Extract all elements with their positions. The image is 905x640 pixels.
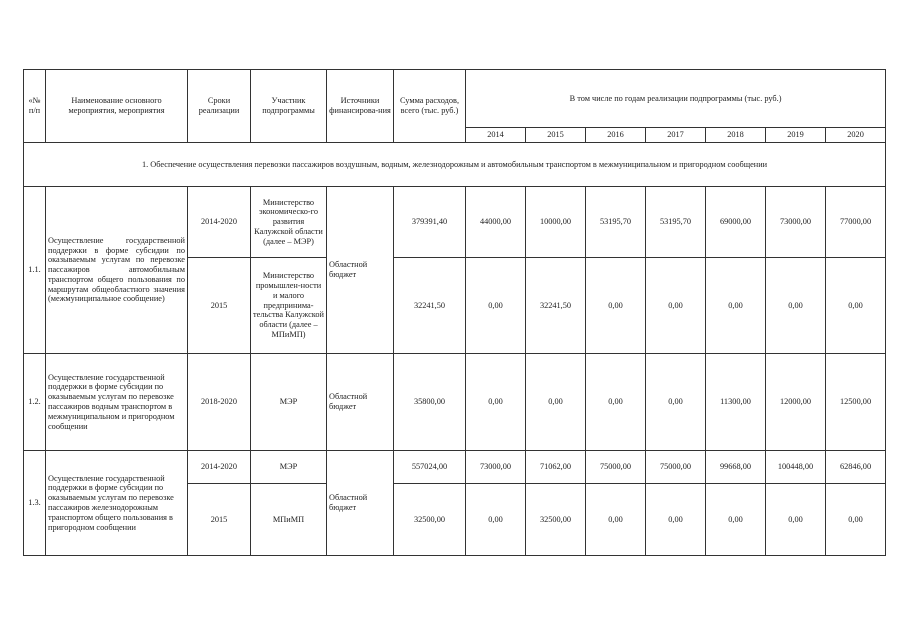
row-value: 0,00 <box>706 258 766 354</box>
row-value: 0,00 <box>586 258 646 354</box>
row-value: 0,00 <box>586 484 646 556</box>
row-value: 0,00 <box>466 258 526 354</box>
table-row <box>24 187 886 258</box>
row-value: 32241,50 <box>526 258 586 354</box>
header-by-year: В том числе по годам реализации подпрограммы (тыс. руб.) <box>466 70 886 128</box>
row-value: 0,00 <box>646 354 706 451</box>
row-source: Областной бюджет <box>327 187 394 354</box>
year-header: 2017 <box>646 128 706 143</box>
row-period: 2015 <box>188 258 251 354</box>
row-value: 0,00 <box>586 354 646 451</box>
row-name: Осуществление государственной поддержки в форме субсидии по оказываемым услугам по перевозке пассажиров автомобильным транспортом общего пользования по маршрутам общеобластного значения (межмуниципальное сообщение) <box>46 187 188 354</box>
row-source: Областной бюджет <box>327 354 394 451</box>
row-value: 99668,00 <box>706 451 766 484</box>
row-participant: МПиМП <box>251 484 327 556</box>
year-header: 2020 <box>826 128 886 143</box>
row-value: 12500,00 <box>826 354 886 451</box>
row-value: 0,00 <box>646 484 706 556</box>
row-source: Областной бюджет <box>327 451 394 556</box>
row-value: 73000,00 <box>766 187 826 258</box>
row-participant: Министерство промышлен-ности и малого предпринима-тельства Калужской области (далее – МПиМП) <box>251 258 327 354</box>
row-value: 0,00 <box>766 484 826 556</box>
row-value: 12000,00 <box>766 354 826 451</box>
row-value: 32500,00 <box>526 484 586 556</box>
header-name: Наименование основного мероприятия, мероприятия <box>46 70 188 143</box>
row-number: 1.3. <box>24 451 46 556</box>
row-participant: Министерство экономическо-го развития Калужской области (далее – МЭР) <box>251 187 327 258</box>
row-value: 53195,70 <box>646 187 706 258</box>
row-period: 2015 <box>188 484 251 556</box>
row-value: 0,00 <box>826 484 886 556</box>
row-value: 44000,00 <box>466 187 526 258</box>
row-value: 75000,00 <box>586 451 646 484</box>
row-value: 69000,00 <box>706 187 766 258</box>
row-total: 35800,00 <box>394 354 466 451</box>
row-period: 2018-2020 <box>188 354 251 451</box>
year-header: 2015 <box>526 128 586 143</box>
row-value: 0,00 <box>466 484 526 556</box>
row-period: 2014-2020 <box>188 451 251 484</box>
header-no: «№ п/п <box>24 70 46 143</box>
row-value: 53195,70 <box>586 187 646 258</box>
table-row <box>24 354 886 451</box>
row-number: 1.1. <box>24 187 46 354</box>
row-value: 0,00 <box>706 484 766 556</box>
row-value: 0,00 <box>466 354 526 451</box>
row-participant: МЭР <box>251 354 327 451</box>
row-total: 32241,50 <box>394 258 466 354</box>
table-row <box>24 451 886 484</box>
year-header: 2018 <box>706 128 766 143</box>
year-header: 2016 <box>586 128 646 143</box>
year-header: 2019 <box>766 128 826 143</box>
row-total: 32500,00 <box>394 484 466 556</box>
row-value: 11300,00 <box>706 354 766 451</box>
row-value: 100448,00 <box>766 451 826 484</box>
row-period: 2014-2020 <box>188 187 251 258</box>
header-source: Источники финансирова-ния <box>327 70 394 143</box>
row-value: 62846,00 <box>826 451 886 484</box>
row-value: 0,00 <box>526 354 586 451</box>
row-value: 0,00 <box>826 258 886 354</box>
row-value: 0,00 <box>766 258 826 354</box>
row-total: 557024,00 <box>394 451 466 484</box>
row-name: Осуществление государственной поддержки в форме субсидии по оказываемым услугам по перевозке пассажиров водным транспортом в межмуниципальном и пригородном сообщении <box>46 354 188 451</box>
row-name: Осуществление государственной поддержки в форме субсидии по оказываемым услугам по перевозке пассажиров железнодорожным транспортом общего пользования в пригородном сообщении <box>46 451 188 556</box>
header-participant: Участник подпрограммы <box>251 70 327 143</box>
row-number: 1.2. <box>24 354 46 451</box>
year-header: 2014 <box>466 128 526 143</box>
row-value: 73000,00 <box>466 451 526 484</box>
row-total: 379391,40 <box>394 187 466 258</box>
budget-table <box>23 69 886 556</box>
header-period: Сроки реализации <box>188 70 251 143</box>
row-value: 71062,00 <box>526 451 586 484</box>
row-value: 75000,00 <box>646 451 706 484</box>
row-value: 77000,00 <box>826 187 886 258</box>
section-title: 1. Обеспечение осуществления перевозки пассажиров воздушным, водным, железнодорожным и автомобильным транспортом в межмуниципальном и пригородном сообщении <box>24 143 886 187</box>
row-value: 10000,00 <box>526 187 586 258</box>
row-value: 0,00 <box>646 258 706 354</box>
header-total: Сумма расходов, всего (тыс. руб.) <box>394 70 466 143</box>
row-participant: МЭР <box>251 451 327 484</box>
